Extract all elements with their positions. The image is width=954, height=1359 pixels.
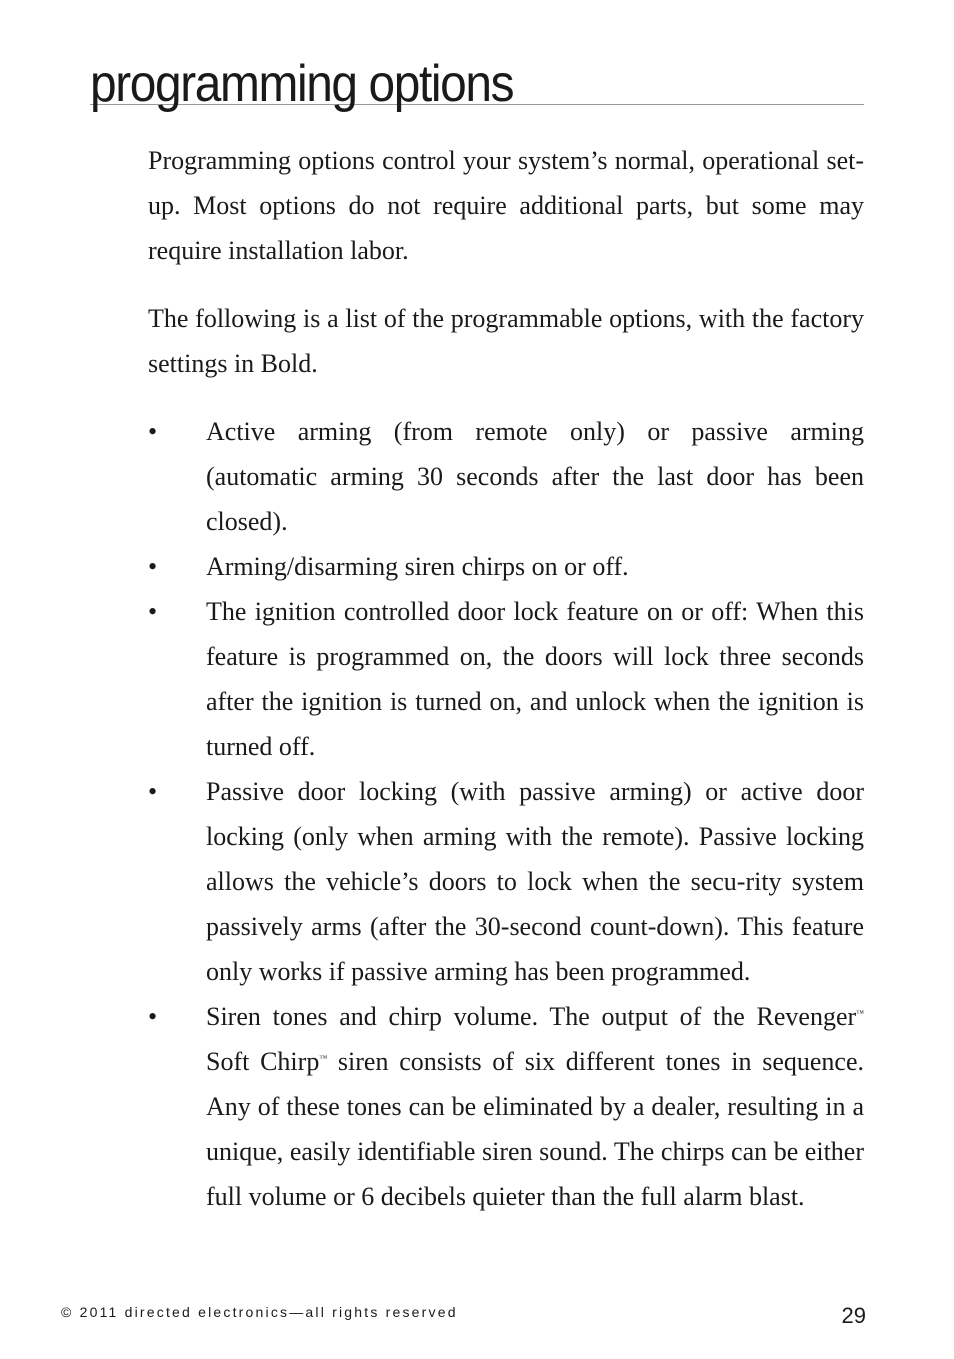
bullet-icon: • xyxy=(148,597,158,626)
intro-paragraph-2: The following is a list of the programmable options, with the factory settings in Bold. xyxy=(148,304,864,378)
siren-text-part-1: Siren tones and chirp volume. The output of the Revenger xyxy=(206,1002,857,1031)
bullet-icon: • xyxy=(148,777,158,806)
siren-text-part-3: siren consists of six different tones in sequence. Any of these tones can be eliminated by a dealer, resulting in a unique, easily identifiable siren sound. The chirps can be either full volume or 6 decibels quieter than the full alarm blast. xyxy=(206,1047,864,1211)
list-item xyxy=(148,544,864,589)
footer-copyright: © 2011 directed electronics—all rights reserved xyxy=(61,1304,458,1320)
list-item xyxy=(148,409,864,544)
list-item-text xyxy=(206,1002,864,1211)
list-item xyxy=(148,994,864,1219)
trademark-mark: ™ xyxy=(856,1008,864,1018)
page-heading xyxy=(90,52,864,113)
list-item-text: Passive door locking (with passive arming) or active door locking (only when arming with the remote). Passive locking allows the vehicle’s doors to lock when the secu-rity system passively arms (after the 30-second count-down). This feature only works if passive arming has been programmed. xyxy=(206,777,864,986)
bullet-icon: • xyxy=(148,1002,158,1031)
bullet-icon: • xyxy=(148,552,158,581)
list-item-text: Arming/disarming siren chirps on or off. xyxy=(206,552,629,581)
page-title: programming options xyxy=(90,55,514,113)
options-list xyxy=(148,409,864,1219)
list-item xyxy=(148,769,864,994)
list-item-text: The ignition controlled door lock feature on or off: When this feature is programmed on, the doors will lock three seconds after the ignition is turned on, and unlock when the ignition is turned off. xyxy=(206,597,864,761)
intro-paragraph-1: Programming options control your system’s normal, operational set-up. Most options do not require additional parts, but some may require installation labor. xyxy=(148,146,864,265)
bullet-icon: • xyxy=(148,417,158,446)
trademark-mark: ™ xyxy=(319,1053,328,1063)
page-number: 29 xyxy=(841,1303,866,1328)
page-content xyxy=(148,138,864,1219)
siren-text-part-2: Soft Chirp xyxy=(206,1047,320,1076)
list-item xyxy=(148,589,864,769)
list-item-text: Active arming (from remote only) or passive arming (automatic arming 30 seconds after the last door has been closed). xyxy=(206,417,864,536)
